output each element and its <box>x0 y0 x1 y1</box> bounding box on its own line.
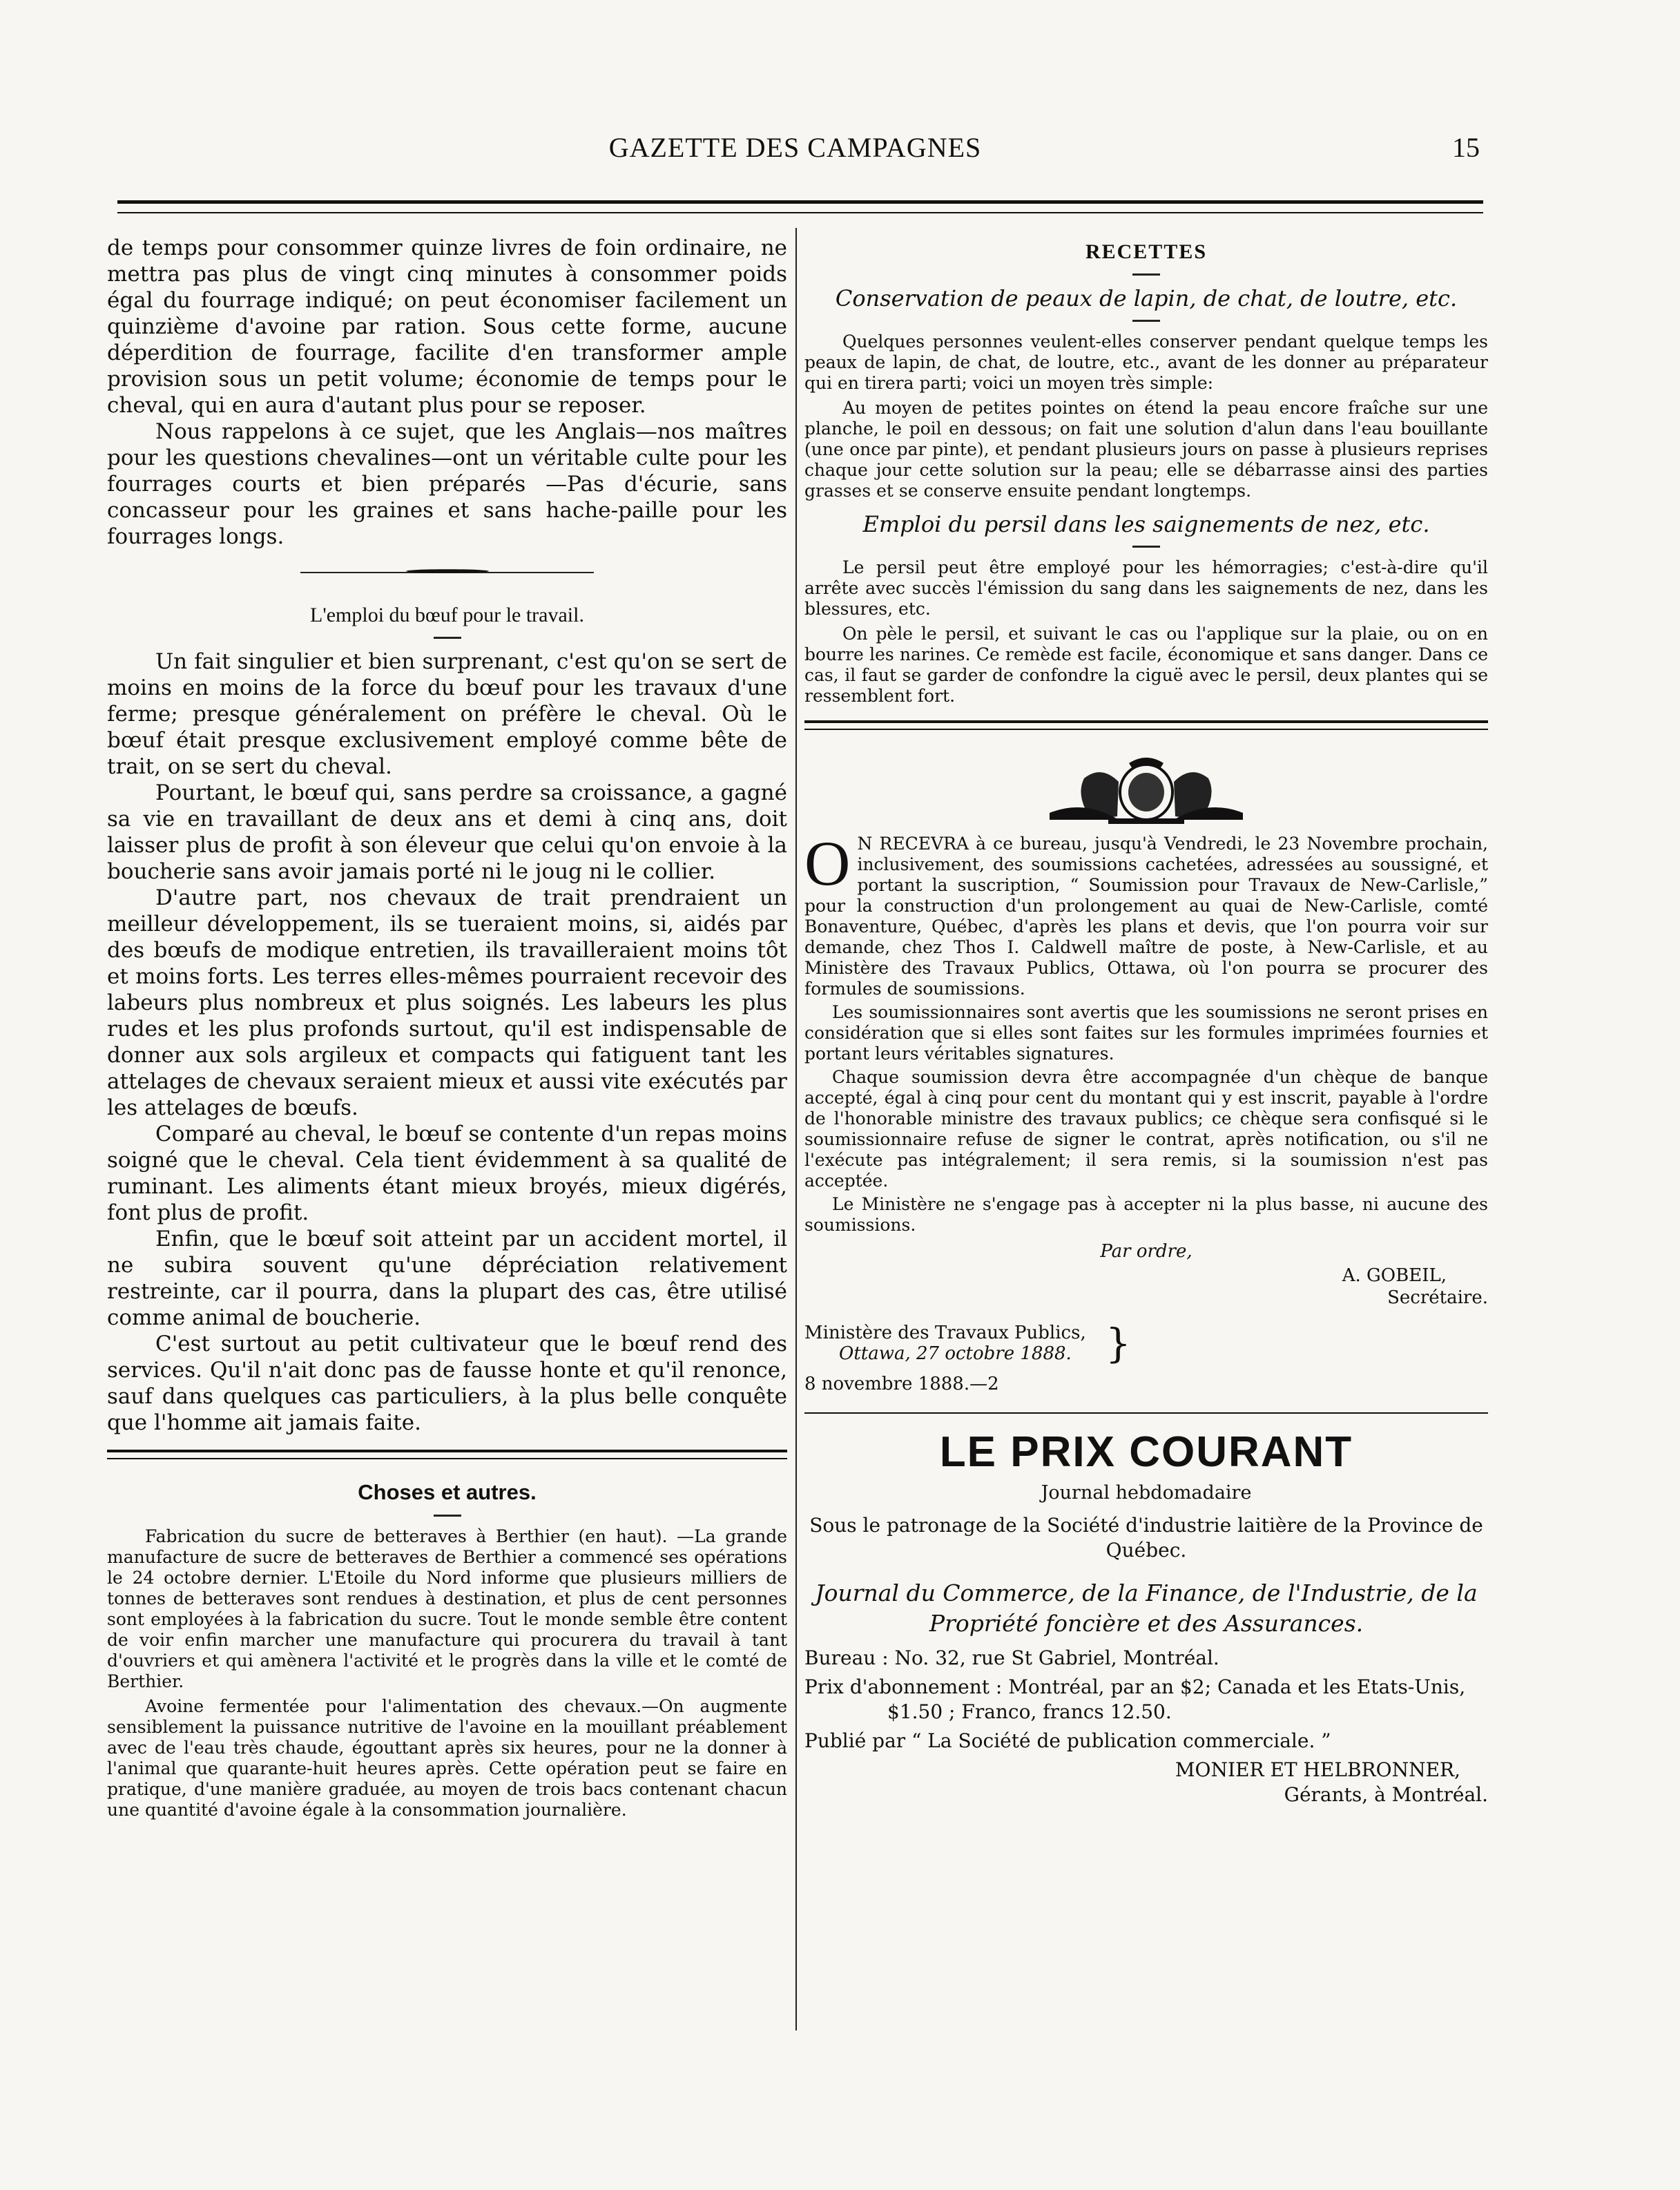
intro-paragraph: Nous rappelons à ce sujet, que les Anglais—nos maîtres pour les questions chevalines—ont un véritable culte pour les fourrages courts et bien préparés —Pas d'écurie, sans concasseur pour les graines et sans hache-paille pour les fourrages longs. <box>107 419 787 549</box>
choses-paragraph: Fabrication du sucre de betteraves à Berthier (en haut). —La grande manufacture de sucre de betteraves de Berthier a commencé ses opérations le 24 octobre dernier. L'Etoile du Nord informe que plusieurs milliers de tonnes de betteraves sont rendues à destination, et plus de cent personnes sont employées à la fabrication du sucre. Tout le monde semble être content de voir enfin marcher une manufacture qui procurera du travail à tant d'ouvriers et qui amènera l'activité et le progrès dans la ville et le comté de Berthier. <box>107 1526 787 1691</box>
recipe-paragraph: Au moyen de petites pointes on étend la peau encore fraîche sur une planche, le poil en dessous; on fait une solution d'alun dans l'eau bouillante (une once par pinte), et pendant plusieurs jours on passe à plusieurs reprises chaque jour cette solution sur la peau; elle se débarrasse ainsi des parties grasses et se conserve ensuite pendant longtemps. <box>804 398 1488 501</box>
page-number: 15 <box>1452 132 1480 163</box>
header-rule <box>117 200 1483 213</box>
prix-bureau: Bureau : No. 32, rue St Gabriel, Montréal. <box>804 1646 1219 1669</box>
ministry-city-date: Ottawa, 27 octobre 1888. <box>839 1343 1072 1364</box>
recettes-title: RECETTES <box>1085 240 1208 263</box>
boeuf-paragraph: Pourtant, le bœuf qui, sans perdre sa croissance, a gagné sa vie en travaillant de deux ans et demi à cinq ans, doit laisser plus de profit à son éleveur que celui qu'on envoie à la boucherie sans avoir jamais porté ni le joug ni le collier. <box>107 780 787 884</box>
boeuf-paragraph: D'autre part, nos chevaux de trait prendraient un meilleur développement, ils se tueraient moins, si, aidés par des bœufs de modique entretien, ils travailleraient moins tôt et moins forts. Les terres elles-mêmes pourraient recevoir des labeurs plus nombreux et plus soignés. Les labeurs les plus rudes et les plus profonds surtout, qu'il est indispensable de donner aux sols argileux et compacts qui fatiguent tant les attelages de chevaux seraient mieux et aussi vite exécutés par les attelages de bœufs. <box>107 885 787 1120</box>
prix-details <box>804 1646 1488 1754</box>
boeuf-paragraph: Enfin, que le bœuf soit atteint par un accident mortel, il ne subira souvent qu'une dépréciation relativement restreinte, car il pourra, dans la plupart des cas, être utilisé comme animal de boucherie. <box>107 1227 787 1330</box>
royal-crest-icon <box>1043 751 1250 827</box>
dash-separator <box>1132 320 1160 322</box>
prix-patronage: Sous le patronage de la Société d'industrie laitière de la Province de Québec. <box>809 1514 1483 1562</box>
ornament-separator <box>107 562 787 583</box>
prix-editors-title: Gérants, à Montréal. <box>1284 1783 1488 1806</box>
choses-title: Choses et autres. <box>358 1480 537 1504</box>
intro-paragraph: de temps pour consommer quinze livres de foin ordinaire, ne mettra pas plus de vingt cinq minutes à consommer poids égal du fourrage indiqué; on peut économiser facilement un quinzième d'avoine par ration. Sous cette forme, aucune déperdition de fourrage, facilite d'en transformer ample provision sous un petit volume; économie de temps pour le cheval, qui en aura d'autant plus pour se reposer. <box>107 236 787 418</box>
boeuf-paragraph: Un fait singulier et bien surprenant, c'est qu'on se sert de moins en moins de la force du bœuf pour les travaux d'une ferme; presque généralement on préfère le cheval. Où le bœuf était presque exclusivement employé comme bête de trait, on se sert du cheval. <box>107 649 787 779</box>
left-column <box>107 235 787 1825</box>
dash-separator <box>434 637 461 639</box>
recipe-paragraph: On pèle le persil, et suivant le cas ou l'applique sur la plaie, ou on en bourre les narines. Ce remède est facile, économique et sans danger. Dans ce cas, il faut se garder de confondre la ciguë avec le persil, deux plantes qui se ressemblent fort. <box>804 624 1488 706</box>
notice-paragraph: Les soumissionnaires sont avertis que les soumissions ne seront prises en considération que si elles sont faites sur les formules imprimées fournies et portant leurs véritables signatures. <box>804 1002 1488 1064</box>
boeuf-title: L'emploi du bœuf pour le travail. <box>310 604 584 626</box>
notice-date: 8 novembre 1888.—2 <box>804 1374 999 1394</box>
prix-editors: MONIER ET HELBRONNER, <box>1175 1758 1460 1781</box>
recipe-title: Emploi du persil dans les saignements de nez, etc. <box>862 511 1430 537</box>
ministry-name: Ministère des Travaux Publics, <box>804 1323 1086 1343</box>
prix-subtitle: Journal hebdomadaire <box>1041 1482 1252 1504</box>
intro-article <box>107 235 787 550</box>
boeuf-paragraph: C'est surtout au petit cultivateur que le bœuf rend des services. Qu'il n'ait donc pas de fausse honte et qu'il renonce, sauf dans quelques cas particuliers, à la plus belle conquête que l'homme ait jamais faite. <box>107 1332 787 1435</box>
ministry-block <box>804 1320 1488 1367</box>
brace-icon: } <box>1105 1320 1131 1367</box>
column-divider <box>795 228 797 2030</box>
par-ordre: Par ordre, <box>1100 1241 1193 1262</box>
recipe-title: Conservation de peaux de lapin, de chat, de loutre, etc. <box>835 285 1458 311</box>
dash-separator <box>1132 546 1160 548</box>
recipe-paragraph: Quelques personnes veulent-elles conserver pendant quelque temps les peaux de lapin, de chat, de loutre, etc., avant de les donner au préparateur qui en tirera parti; voici un moyen très simple: <box>804 332 1488 393</box>
signatory-name: A. GOBEIL, <box>1342 1265 1447 1286</box>
section-rule <box>804 720 1488 730</box>
right-column <box>804 235 1488 1807</box>
prix-publie: Publié par “ La Société de publication commerciale. ” <box>804 1729 1331 1752</box>
boeuf-paragraph: Comparé au cheval, le bœuf se contente d'un repas moins soigné que le cheval. Cela tient évidemment à sa qualité de ruminant. Les aliments étant mieux broyés, mieux digérés, font plus de profit. <box>107 1122 787 1225</box>
recipe-body <box>804 557 1488 707</box>
recipe-body <box>804 332 1488 501</box>
notice-paragraph: N RECEVRA à ce bureau, jusqu'à Vendredi, le 23 Novembre prochain, inclusivement, des soumissions cachetées, adressées au soussigné, et portant la suscription, “ Soumission pour Travaux de New-Carlisle,” pour la construction d'un prolongement au quai de New-Carlisle, comté Bonaventure, Québec, d'après les plans et devis, que l'on pourra voir sur demande, chez Thos I. Caldwell maître de poste, à New-Carlisle, et au Ministère des Travaux Publics, Ottawa, où l'on pourra se procurer des formules de soumissions. <box>804 834 1488 999</box>
dash-separator <box>1132 273 1160 276</box>
prix-courant-title: LE PRIX COURANT <box>939 1428 1353 1476</box>
dash-separator <box>434 1515 461 1517</box>
prix-journal-description: Journal du Commerce, de la Finance, de l'Industrie, de la Propriété foncière et des Assurances. <box>815 1579 1478 1637</box>
running-title: GAZETTE DES CAMPAGNES <box>608 132 982 163</box>
choses-article <box>107 1526 787 1821</box>
choses-paragraph: Avoine fermentée pour l'alimentation des chevaux.—On augmente sensiblement la puissance nutritive de l'avoine en la mouillant préablement avec de l'eau très chaude, égouttant après six heures, pour ne la donner à l'animal que quarante-huit heures après. Cette opération peut se faire en pratique, d'une manière graduée, au moyen de trois bacs contenant chacun une quantité d'avoine égale à la consommation journalière. <box>107 1696 787 1820</box>
tender-notice <box>804 828 1488 1236</box>
prix-abonnement: Prix d'abonnement : Montréal, par an $2; Canada et les Etats-Unis, $1.50 ; Franco, francs 12.50. <box>804 1675 1466 1723</box>
section-rule <box>107 1450 787 1459</box>
recipe-paragraph: Le persil peut être employé pour les hémorragies; c'est-à-dire qu'il arrête avec succès l'émission du sang dans les saignements de nez, dans les blessures, etc. <box>804 557 1488 619</box>
running-head <box>110 131 1480 173</box>
notice-paragraph: Le Ministère ne s'engage pas à accepter ni la plus basse, ni aucune des soumissions. <box>804 1194 1488 1235</box>
drop-cap: O <box>804 828 851 899</box>
section-rule <box>804 1412 1488 1414</box>
notice-paragraph: Chaque soumission devra être accompagnée d'un chèque de banque accepté, égal à cinq pour cent du montant qui y est inscrit, payable à l'ordre de l'honorable ministre des travaux publics; ce chèque sera confisqué si le soumissionnaire refuse de signer le contrat, après notification, ou s'il ne l'exécute pas intégralement; il sera remis, si la soumission n'est pas acceptée. <box>804 1067 1488 1191</box>
boeuf-article <box>107 649 787 1436</box>
signatory-title: Secrétaire. <box>1387 1287 1488 1308</box>
